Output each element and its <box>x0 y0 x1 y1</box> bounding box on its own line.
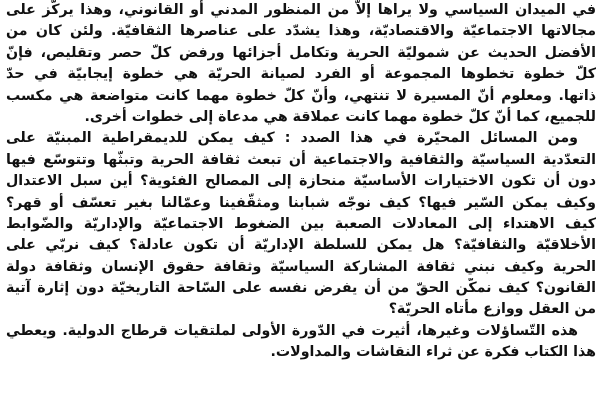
text-line: كيف الاهتداء إلى المعادلات الصعبة بين الضغوط الاجتماعيّة والإداريّة والضّوابط <box>6 215 596 232</box>
text-line: دون أن تكون الاختيارات الأساسيّة منحازة إلى المصالح الفئوية؟ أين سبل الاعتدال <box>6 173 596 190</box>
text-line: هذه التّساؤلات وغيرها، أثيرت في الدّورة الأولى لملتقيات قرطاج الدولية. ويعطي <box>6 322 578 339</box>
paragraph-freedom-scope <box>6 0 596 128</box>
text-line: في الميدان السياسي ولا يراها إلاّ من المنظور المدني أو القانوني، وهذا يركّز على <box>6 2 596 18</box>
text-line: ذاتها. ومعلوم أنّ المسيرة لا تنتهي، وأنّ كلّ خطوة مهما كانت متواضعة هي مكسب <box>6 87 596 104</box>
text-line: الأفضل الحديث عن شموليّة الحرية وتكامل أجزائها ورفض كلّ حصر وتقليص، فإنّ <box>6 44 596 61</box>
text-line: ومن المسائل المحيّرة في هذا الصدد : كيف يمكن للديمقراطية المبنيّة على <box>6 130 578 147</box>
text-line: مجالاتها الاجتماعيّة والاقتصاديّة، وهذا يشدّد على عناصرها الثقافيّة. ولئن كان من <box>6 23 596 40</box>
text-line: الأخلاقيّة والثقافيّة؟ هل يمكن للسلطة الإداريّة أن تكون عادلة؟ كيف نربّي على <box>6 237 596 254</box>
text-line: الحرية وكيف نبني ثقافة المشاركة السياسيّة وثقافة حقوق الإنسان وثقافة دولة <box>6 258 596 275</box>
paragraph-questions <box>6 128 596 321</box>
text-line: وكيف يمكن السّير فيها؟ كيف نوجّه شبابنا ومثقّفينا وعمّالنا بغير تعسّف أو قهر؟ <box>6 194 596 211</box>
paragraph-closing <box>6 321 596 364</box>
text-line: للجميع، كما أنّ كلّ خطوة مهما كانت عملاقة هي مدعاة إلى خطوات أخرى. <box>84 108 596 125</box>
text-line: التعدّدية السياسيّة والثقافية والاجتماعية أن تبعث ثقافة الحرية وتبثّها وتتوسّع فيها <box>6 151 596 168</box>
text-line: هذا الكتاب فكرة عن ثراء النقاشات والمداولات. <box>270 344 596 361</box>
text-line: القانون؟ كيف نمكّن الحقّ من أن يفرض نفسه على السّاحة التاريخيّة دون إثارة آتية <box>6 280 596 297</box>
text-line: كلّ خطوة تخطوها المجموعة أو الفرد لصيانة الحريّة هي خطوة إيجابيّة في حدّ <box>6 66 596 83</box>
text-line: من العقل ووازع مأتاه الحريّة؟ <box>388 301 596 318</box>
